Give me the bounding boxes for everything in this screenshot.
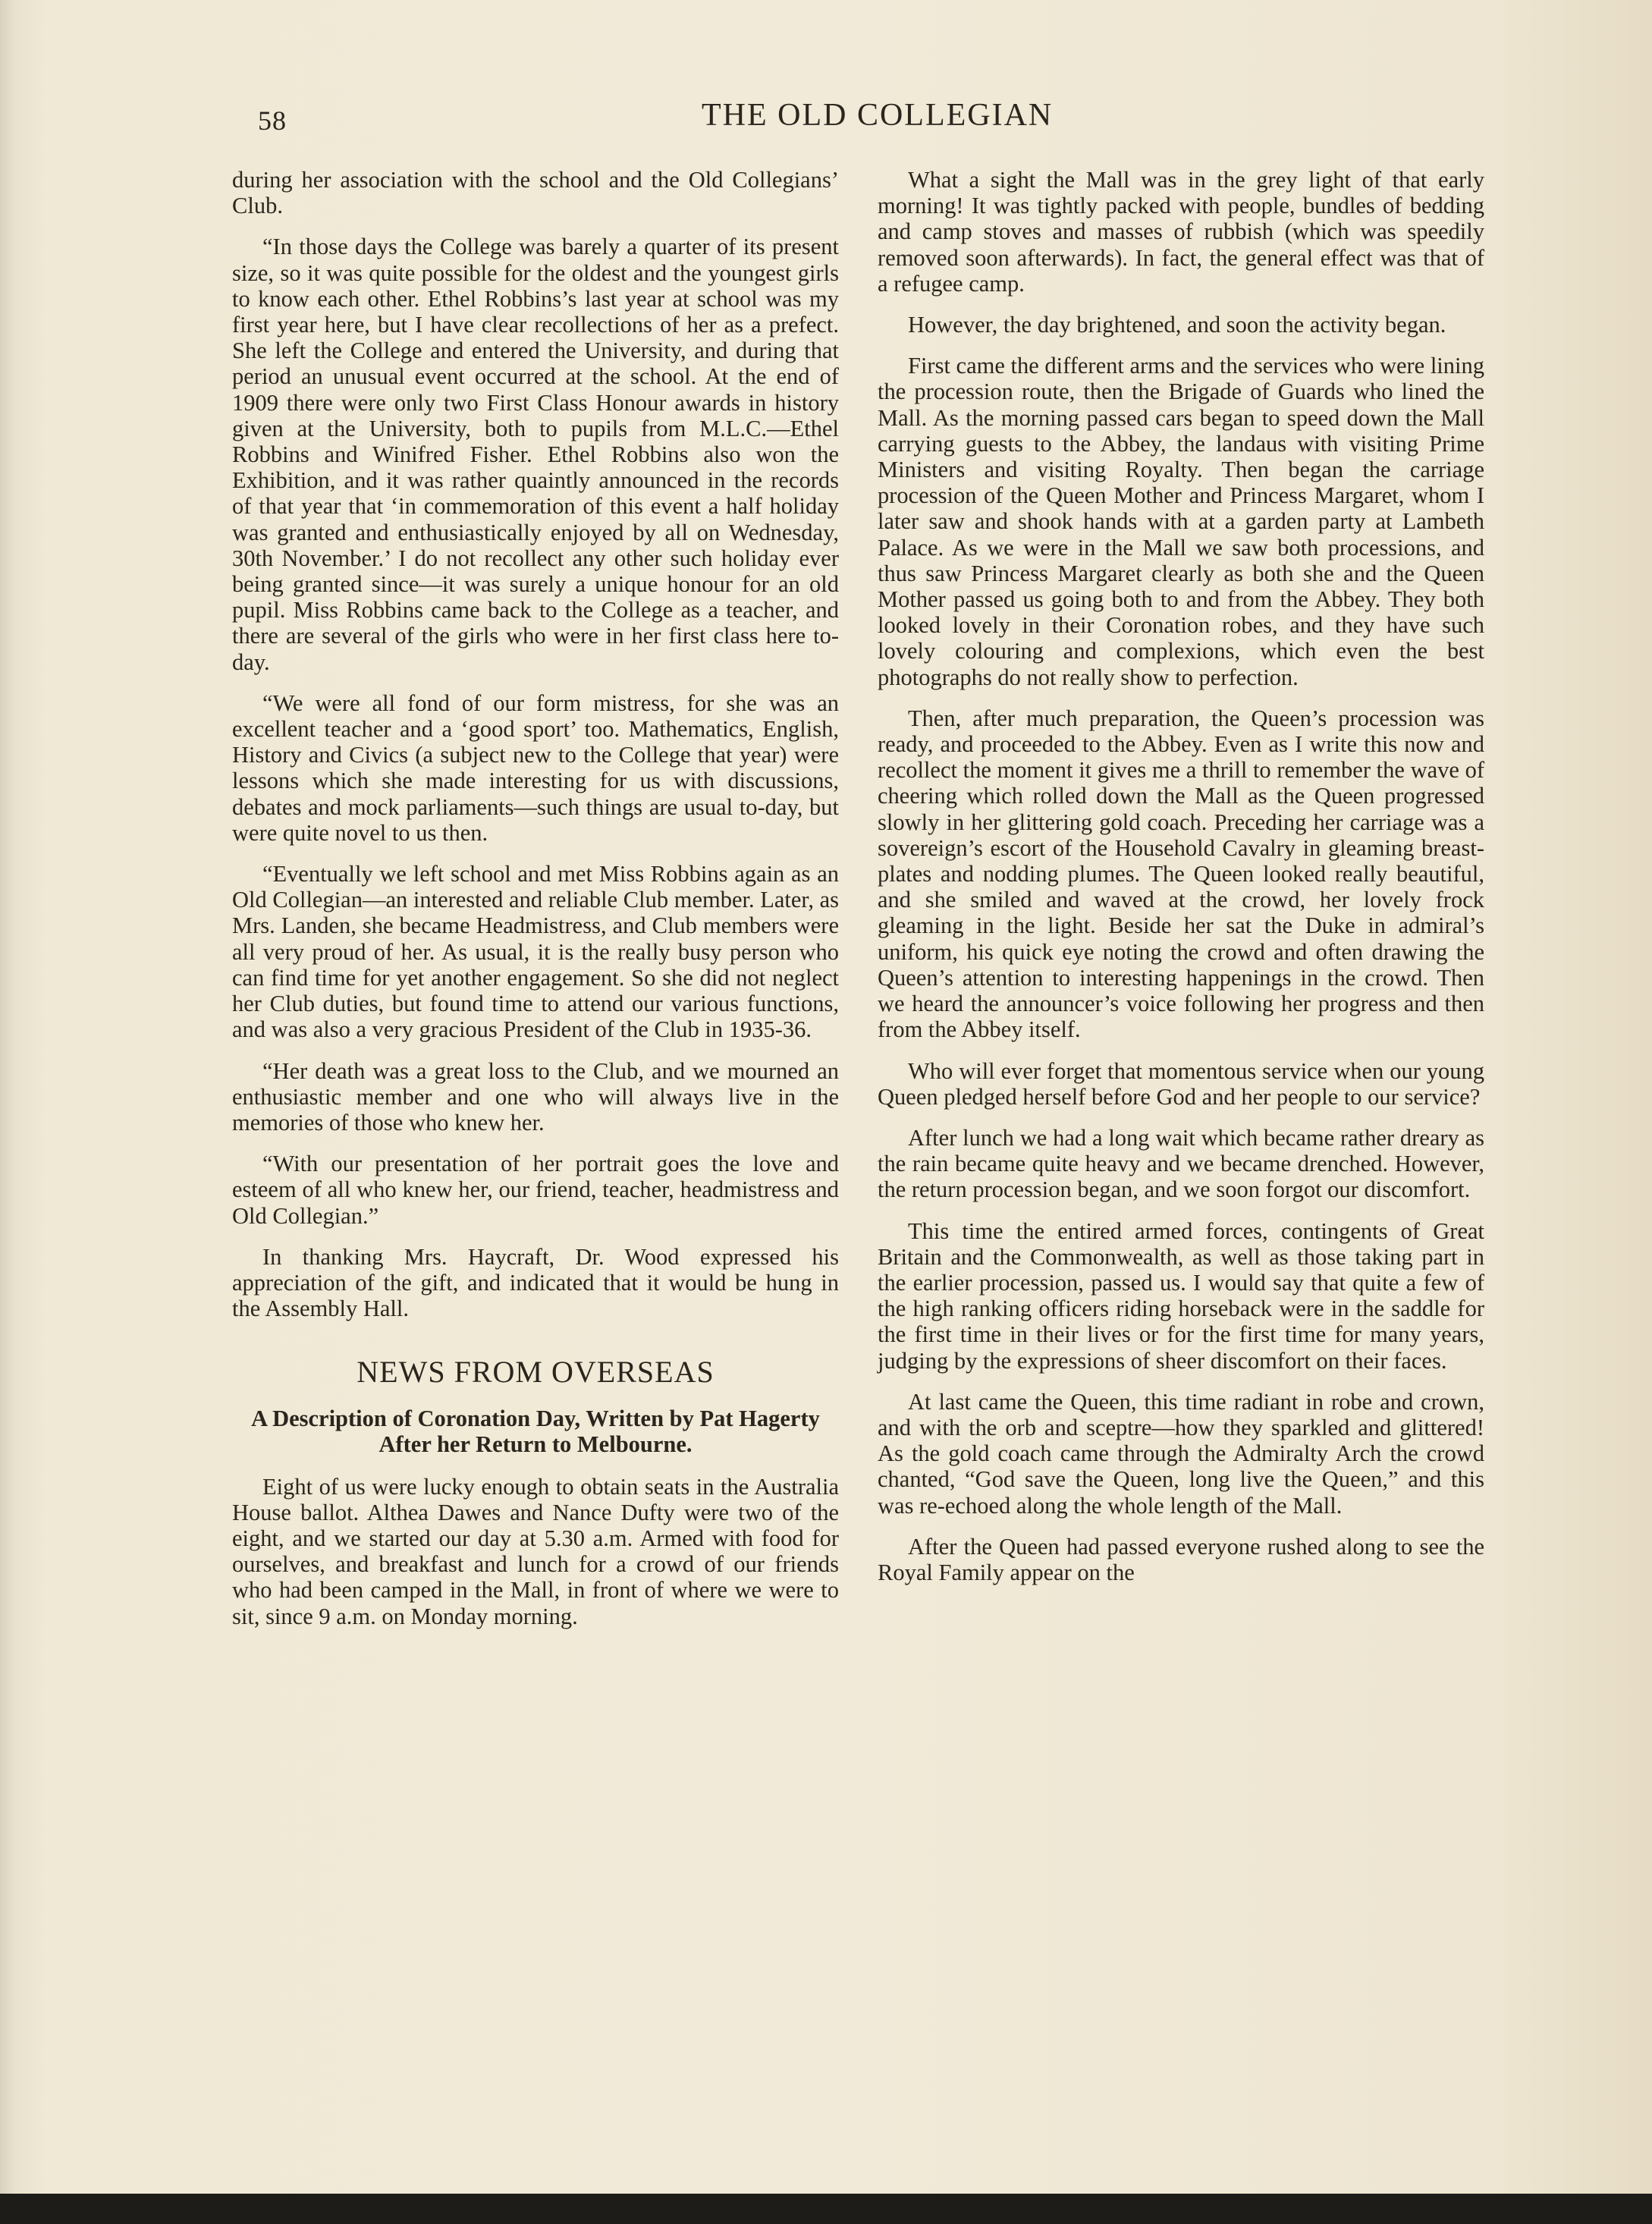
running-title: THE OLD COLLEGIAN xyxy=(702,98,1054,133)
paragraph: In thanking Mrs. Haycraft, Dr. Wood expressed his appreciation of the gift, and indicated that it would be hung in the Assembly Hall. xyxy=(232,1243,839,1322)
right-column xyxy=(878,167,1484,1600)
paragraph: Who will ever forget that momentous service when our young Queen pledged herself before God and her people to our service? xyxy=(878,1057,1484,1110)
paragraph: “Her death was a great loss to the Club, and we mourned an enthusiastic member and one who will always live in the memories of those who knew her. xyxy=(232,1057,839,1136)
paragraph: After lunch we had a long wait which became rather dreary as the rain became quite heavy and we became drenched. However, the return procession began, and we soon forgot our discomfort. xyxy=(878,1124,1484,1203)
paragraph: “Eventually we left school and met Miss Robbins again as an Old Collegian—an interested and reliable Club member. Later, as Mrs. Landen, she became Headmistress, and Club members were all very proud of her. As usual, it is the really busy person who can find time for yet another engagement. So she did not neglect her Club duties, but found time to attend our various functions, and was also a very gracious President of the Club in 1935-36. xyxy=(232,861,839,1043)
paragraph: “In those days the College was barely a quarter of its present size, so it was quite possible for the oldest and the youngest girls to know each other. Ethel Robbins’s last year at school was my first year here, but I have clear recollections of her as a prefect. She left the College and entered the University, and during that period an unusual event occurred at the school. At the end of 1909 there were only two First Class Honour awards in history given at the University, both to pupils from M.L.C.—Ethel Robbins and Winifred Fisher. Ethel Robbins also won the Exhibition, and it was rather quaintly announced in the records of that year that ‘in commemoration of this event a half holiday was granted and enthusiastically enjoyed by all on Wednesday, 30th November.’ I do not recollect any other such holiday ever being granted since—it was surely a unique honour for an old pupil. Miss Robbins came back to the College as a teacher, and there are several of the girls who were in her first class here to-day. xyxy=(232,234,839,675)
paragraph: “With our presentation of her portrait goes the love and esteem of all who knew her, our friend, teacher, headmistress and Old Collegian.” xyxy=(232,1151,839,1229)
section-heading: NEWS FROM OVERSEAS xyxy=(356,1355,715,1390)
paragraph: “We were all fond of our form mistress, for she was an excellent teacher and a ‘good sport’ too. Mathematics, English, History and Civics (a subject new to the College that year) were lessons which she made interesting for us with discussions, debates and mock parliaments—such things are usual to-day, but were quite novel to us then. xyxy=(232,690,839,846)
left-column xyxy=(232,167,839,1644)
paragraph: This time the entired armed forces, contingents of Great Britain and the Commonwealth, as well as those taking part in the earlier procession, passed us. I would say that quite a few of the high ranking officers riding horseback were in the saddle for the first time in their lives or for the first time for many years, judging by the expressions of sheer discomfort on their faces. xyxy=(878,1217,1484,1374)
page-number: 58 xyxy=(258,105,287,136)
paragraph: during her association with the school and the Old Collegians’ Club. xyxy=(232,167,839,219)
paragraph: At last came the Queen, this time radiant in robe and crown, and with the orb and sceptre—how they sparkled and glittered! As the gold coach came through the Admiralty Arch the crowd chanted, “God save the Queen, long live the Queen,” and this was re-echoed along the whole length of the Mall. xyxy=(878,1388,1484,1519)
paragraph: However, the day brightened, and soon the activity began. xyxy=(908,312,1446,338)
article-subheading: A Description of Coronation Day, Written by Pat Hagerty After her Return to Melbourne. xyxy=(251,1405,820,1457)
paragraph: What a sight the Mall was in the grey light of that early morning! It was tightly packed with people, bundles of bedding and camp stoves and masses of rubbish (which was speedily removed soon afterwards). In fact, the general effect was that of a refugee camp. xyxy=(878,167,1484,297)
paragraph: Then, after much preparation, the Queen’s procession was ready, and proceeded to the Abbey. Even as I write this now and recollect the moment it gives me a thrill to remember the wave of cheering which rolled down the Mall as the Queen progressed slowly in her glittering gold coach. Preceding her carriage was a sovereign’s escort of the Household Cavalry in gleaming breastplates and nodding plumes. The Queen looked really beautiful, and she smiled and waved at the crowd, her lovely frock gleaming in the light. Beside her sat the Duke in admiral’s uniform, his quick eye noting the crowd and often drawing the Queen’s attention to interesting happenings in the crowd. Then we heard the announcer’s voice following her progress and then from the Abbey itself. xyxy=(878,705,1484,1043)
scan-edge-band xyxy=(0,2194,1652,2224)
paragraph: First came the different arms and the services who were lining the procession route, then the Brigade of Guards who lined the Mall. As the morning passed cars began to speed down the Mall carrying guests to the Abbey, the landaus with visiting Prime Ministers and visiting Royalty. Then began the carriage procession of the Queen Mother and Princess Margaret, whom I later saw and shook hands with at a garden party at Lambeth Palace. As we were in the Mall we saw both processions, and thus saw Princess Margaret clearly as both she and the Queen Mother passed us going both to and from the Abbey. They both looked lovely in their Coronation robes, and they have such lovely colouring and complexions, which even the best photographs do not really show to perfection. xyxy=(878,353,1484,690)
paragraph: After the Queen had passed everyone rushed along to see the Royal Family appear on the xyxy=(878,1533,1484,1585)
paragraph: Eight of us were lucky enough to obtain seats in the Australia House ballot. Althea Dawes and Nance Dufty were two of the eight, and we started our day at 5.30 a.m. Armed with food for ourselves, and breakfast and lunch for a crowd of our friends who had been camped in the Mall, in front of where we were to sit, since 9 a.m. on Monday morning. xyxy=(232,1473,839,1629)
